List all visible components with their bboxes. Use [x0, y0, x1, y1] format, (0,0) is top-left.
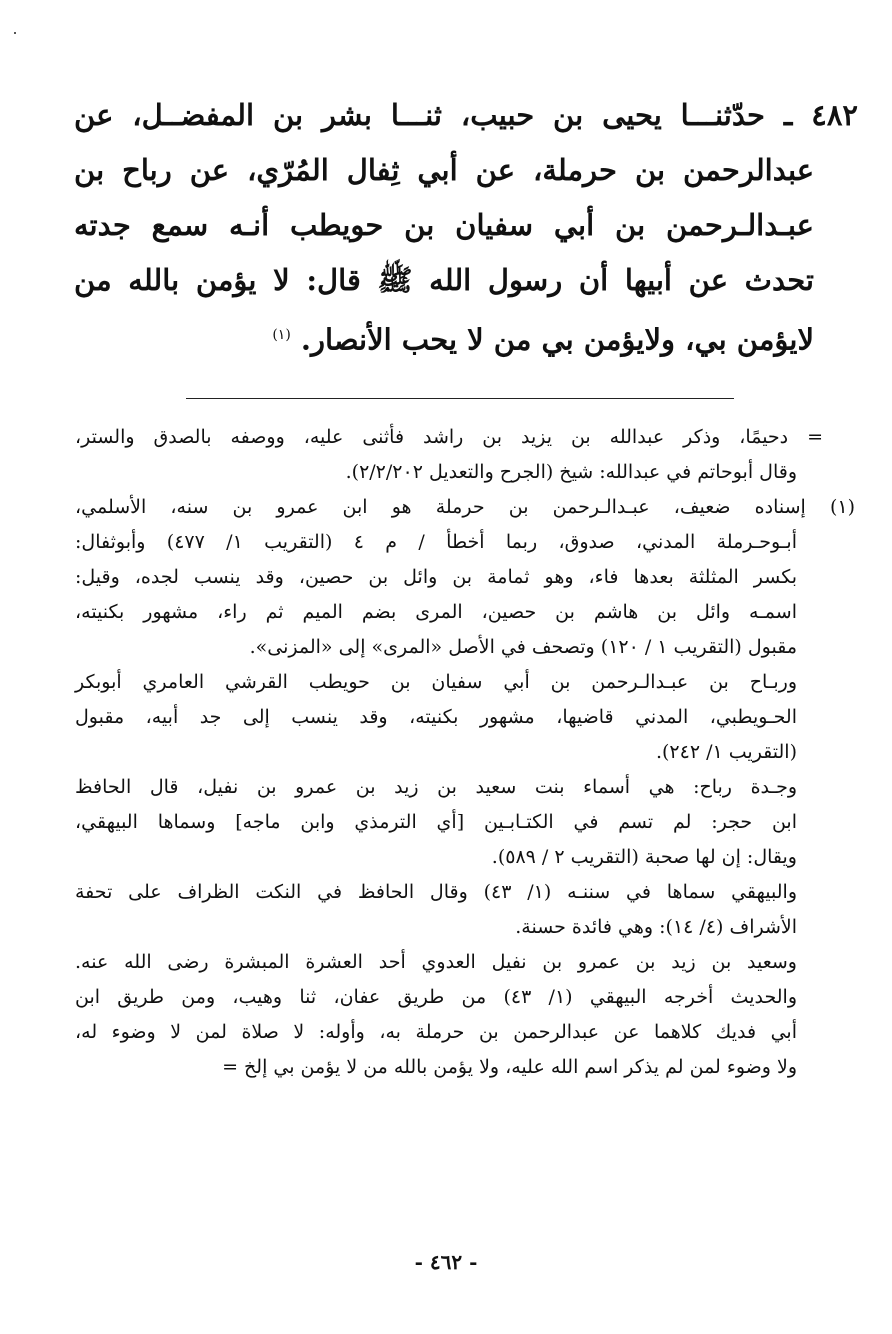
hadith-line-final — [74, 308, 814, 363]
note-line: أبي فديك كلاهما عن عبدالرحمن بن حرملة به، وأوله: لا صلاة لمن لا وضوء له، — [75, 1021, 797, 1043]
note-line: بكسر المثلثة بعدها فاء، وهو ثمامة بن وائل بن حصين، وقد ينسب لجده، وقيل: — [75, 566, 797, 588]
note-line: والحديث أخرجه البيهقي (١/ ٤٣) من طريق عفان، ثنا وهيب، ومن طريق ابن — [75, 986, 797, 1008]
note-line: (١) إسناده ضعيف، عبـدالـرحمن بن حرملة هو ابن عمرو بن سنه، الأسلمي، — [75, 496, 855, 518]
footnote-marker: (١) — [272, 327, 291, 343]
footnote-separator — [186, 398, 734, 399]
hadith-text — [74, 88, 858, 363]
note-line: اسمـه وائل بن هاشم بن حصين، المرى بضم الميم ثم راء، مشهور بكنيته، — [75, 601, 797, 623]
note-line: الأشراف (٤/ ١٤): وهي فائدة حسنة. — [515, 916, 797, 938]
note-line: الحـويطبي، المدني قاضيها، مشهور بكنيته، وقد ينسب إلى جد أبيه، مقبول — [75, 706, 797, 728]
note-line: = دحيمًا، وذكر عبدالله بن يزيد بن راشد فأثنى عليه، ووصفه بالصدق والستر، — [75, 426, 823, 448]
hadith-line: عبـدالـرحمن بن أبي سفيان بن حويطب أنـه سمع جدته — [74, 208, 814, 242]
note-line: ابن حجر: لم تسم في الكتـابـين [أي الترمذي وابن ماجه] وسماها البيهقي، — [75, 811, 797, 833]
note-line: ويقال: إن لها صحبة (التقريب ٢ / ٥٨٩). — [491, 846, 797, 868]
hadith-line: ٤٨٢ ـ حدّثنـــا يحيى بن حبيب، ثنـــا بشر بن المفضــل، عن — [74, 98, 858, 132]
note-line: مقبول (التقريب ١ / ١٢٠) وتصحف في الأصل «المرى» إلى «المزنى». — [249, 636, 797, 658]
note-line: والبيهقي سماها في سننـه (١/ ٤٣) وقال الحافظ في النكت الظراف على تحفة — [75, 881, 797, 903]
note-line: وجـدة رباح: هي أسماء بنت سعيد بن زيد بن عمرو بن نفيل، قال الحافظ — [75, 776, 797, 798]
note-line: (التقريب ١/ ٢٤٢). — [655, 741, 797, 763]
hadith-line-text: لايؤمن بي، ولايؤمن بي من لا يحب الأنصار. — [300, 322, 814, 357]
note-line: أبـوحـرملة المدني، صدوق، ربما أخطأ / م ٤ (التقريب ١/ ٤٧٧) وأبوثفال: — [75, 531, 797, 553]
note-line: وسعيد بن زيد بن عمرو بن نفيل العدوي أحد العشرة المبشرة رضى الله عنه. — [75, 951, 797, 973]
footnotes — [75, 420, 855, 1085]
note-line: وقال أبوحاتم في عبدالله: شيخ (الجرح والتعديل ٢/٢/٢٠٢). — [345, 461, 797, 483]
note-line: ولا وضوء لمن لم يذكر اسم الله عليه، ولا يؤمن بالله من لا يؤمن بي إلخ = — [222, 1056, 797, 1078]
scan-speck — [14, 32, 16, 34]
note-line: وربـاح بن عبـدالـرحمن بن أبي سفيان بن حويطب القرشي العامري أبوبكر — [75, 671, 797, 693]
hadith-line: تحدث عن أبيها أن رسول الله ﷺ قال: لا يؤمن بالله من — [74, 263, 814, 297]
page-number: - ٤٦٢ - — [414, 1250, 478, 1274]
hadith-line: عبدالرحمن بن حرملة، عن أبي ثِفال المُرّي، عن رباح بن — [74, 153, 814, 187]
